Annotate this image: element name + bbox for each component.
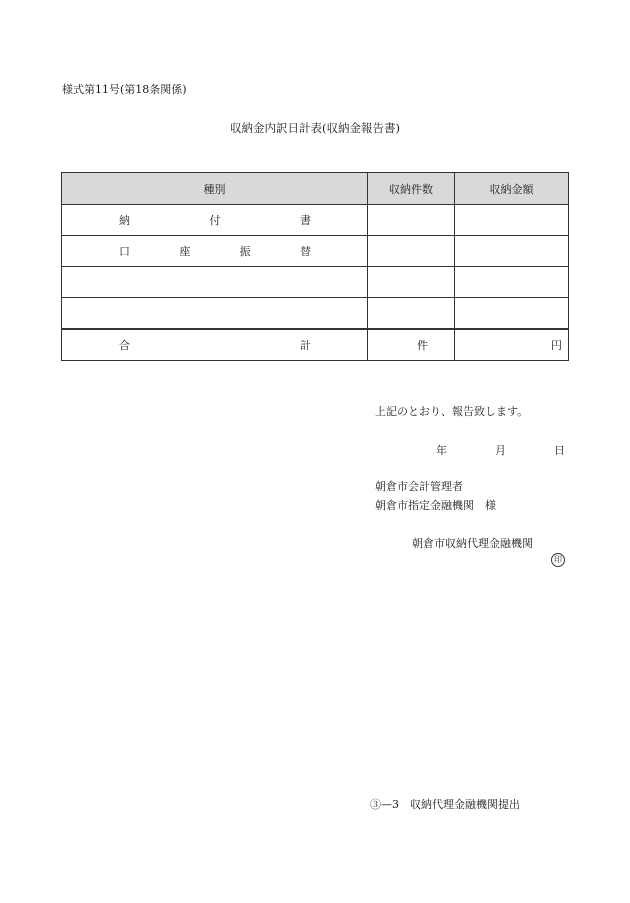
total-amount-cell[interactable] — [455, 329, 569, 361]
type-char: 座 — [179, 245, 191, 258]
document-title: 収納金内訳日計表(収納金報告書) — [230, 121, 400, 135]
amount-cell[interactable] — [455, 236, 569, 267]
addressee-designated-bank: 朝倉市指定金融機関 様 — [375, 499, 496, 512]
count-cell[interactable] — [368, 236, 455, 267]
form-number: 様式第11号(第18条関係) — [62, 83, 187, 96]
total-label-cell — [62, 329, 368, 361]
count-cell[interactable] — [368, 205, 455, 236]
report-statement: 上記のとおり、報告致します。 — [375, 405, 529, 418]
column-header-type: 種別 — [62, 173, 368, 205]
total-char: 合 — [119, 339, 130, 352]
type-char: 書 — [300, 214, 311, 227]
count-unit: 件 — [417, 339, 428, 352]
addressee-accounting-manager: 朝倉市会計管理者 — [375, 480, 463, 493]
amount-cell[interactable] — [455, 267, 569, 298]
amount-cell[interactable] — [455, 298, 569, 330]
type-cell-payment-slip — [62, 205, 368, 236]
table-row — [62, 205, 569, 236]
breakdown-table — [61, 172, 569, 361]
seal-mark: 印 — [551, 553, 565, 567]
type-char: 口 — [119, 245, 130, 258]
type-cell-account-transfer — [62, 236, 368, 267]
type-char: 納 — [119, 214, 130, 227]
count-cell[interactable] — [368, 267, 455, 298]
type-char: 替 — [299, 245, 311, 258]
type-char: 振 — [239, 245, 251, 258]
amount-cell[interactable] — [455, 205, 569, 236]
sender-collection-agent: 朝倉市収納代理金融機関 — [412, 537, 533, 550]
type-cell-empty[interactable] — [62, 267, 368, 298]
type-cell-empty[interactable] — [62, 298, 368, 330]
column-header-count: 収納件数 — [368, 173, 455, 205]
date-year-label: 年 — [436, 444, 447, 457]
total-row — [62, 329, 569, 361]
table-row — [62, 236, 569, 267]
amount-unit: 円 — [551, 339, 562, 352]
date-day-label: 日 — [554, 444, 565, 457]
date-month-label: 月 — [495, 444, 506, 457]
count-cell[interactable] — [368, 298, 455, 330]
total-count-cell[interactable] — [368, 329, 455, 361]
total-char: 計 — [300, 339, 311, 352]
table-row — [62, 267, 569, 298]
type-char: 付 — [209, 214, 221, 227]
table-header-row — [62, 173, 569, 205]
column-header-amount: 収納金額 — [455, 173, 569, 205]
table-row — [62, 298, 569, 330]
footer-note: ③—3 収納代理金融機関提出 — [370, 798, 520, 811]
